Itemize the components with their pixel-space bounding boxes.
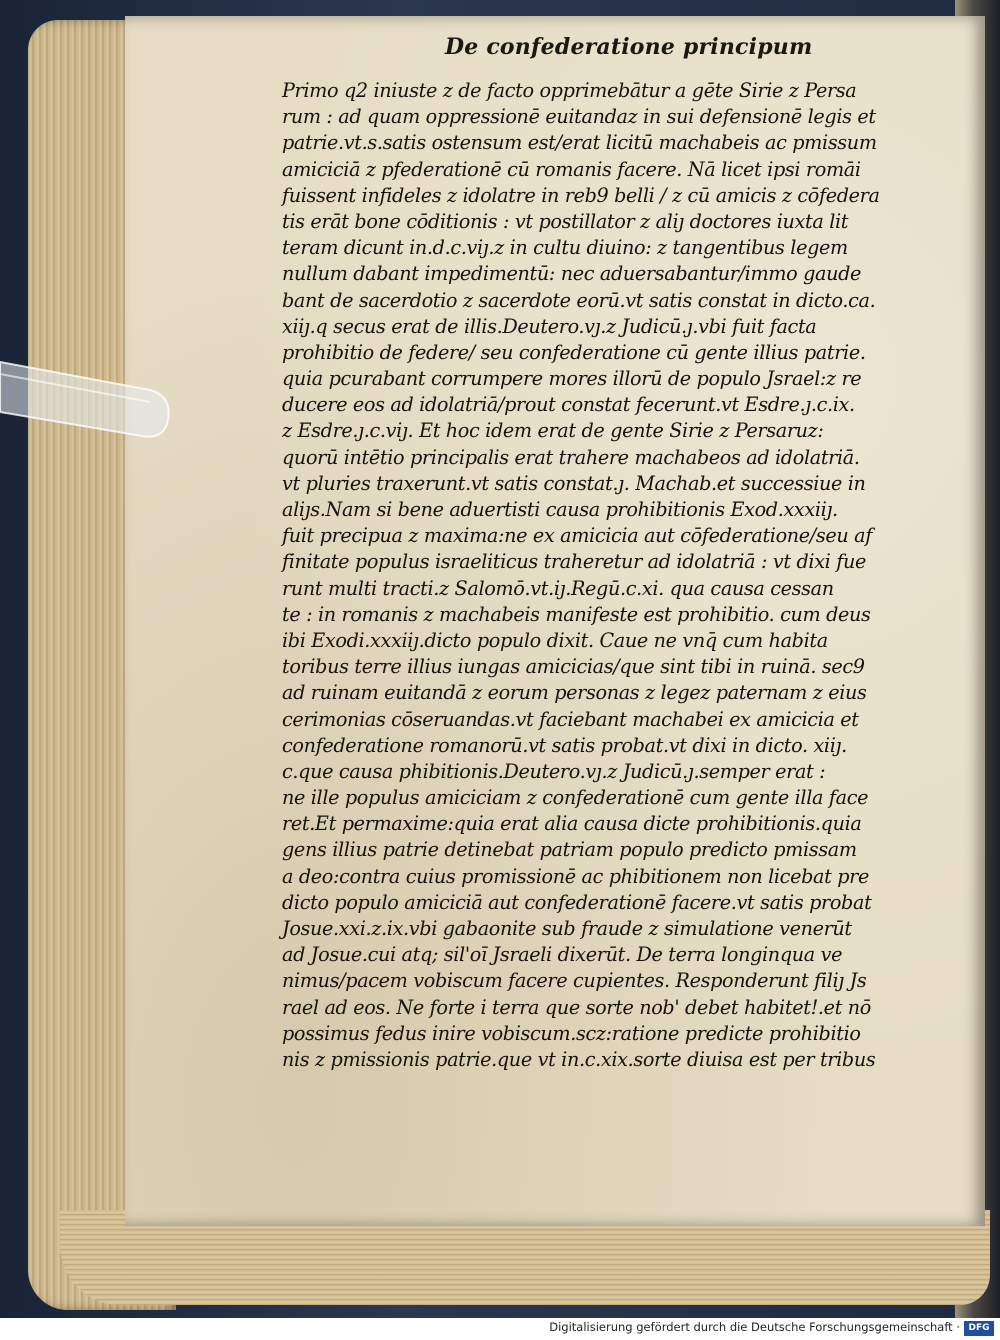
text-line: c.que causa phibitionis.Deutero.vȷ.z Judicū.ȷ.semper erat :	[282, 759, 826, 783]
text-line: gens illius patrie detinebat patriam populo predicto pmissam	[282, 838, 857, 862]
text-line: prohibitio de federe/ seu confederatione cū gente illius patrie.	[282, 340, 866, 364]
text-line: ducere eos ad idolatriā/prout constat fecerunt.vt Esdre.ȷ.c.ix.	[282, 393, 855, 417]
text-line: nullum dabant impedimentū: nec aduersabantur/immo gaude	[282, 262, 862, 286]
text-line: fuissent infideles z idolatre in reb9 belli / z cū amicis z cōfedera	[282, 183, 880, 207]
text-line: aliȷs.Nam si bene aduertisti causa prohibitionis Exod.xxxiiȷ.	[282, 498, 838, 521]
text-line: fuit precipua z maxima:ne ex amicicia aut cōfederatione/seu af	[282, 524, 873, 548]
text-line: quia pcurabant corrumpere mores illorū de populo Jsrael:z re	[282, 367, 862, 391]
text-line: possimus fedus inire vobiscum.scz:ratione predicte prohibitio	[282, 1021, 861, 1045]
text-line: ad Josue.cui atq; sil'oī Jsraeli dixerūt. De terra longinqua ve	[282, 943, 843, 967]
text-line: bant de sacerdotio z sacerdote eorū.vt satis constat in dicto.ca.	[282, 288, 876, 312]
text-line: te : in romanis z machabeis manifeste est prohibitio. cum deus	[282, 602, 871, 626]
text-line: patrie.vt.s.satis ostensum est/erat licitū machabeis ac pmissum	[282, 131, 877, 155]
text-line: z Esdre.ȷ.c.viȷ. Et hoc idem erat de gente Sirie z Persaruz:	[282, 419, 824, 443]
text-line: nis z pmissionis patrie.que vt in.c.xix.sorte diuisa est per tribus	[282, 1047, 876, 1071]
text-line: Josue.xxi.z.ix.vbi gabaonite sub fraude z simulatione venerūt	[282, 917, 852, 940]
text-line: ret.Et permaxime:quia erat alia causa dicte prohibitionis.quia	[282, 812, 862, 836]
text-line: Primo q2 iniuste z de facto opprimebātur a gēte Sirie z Persa	[282, 79, 857, 102]
text-line: nimus/pacem vobiscum facere cupientes. Responderunt filiȷ Js	[282, 969, 867, 993]
text-line: dicto populo amiciciā aut confederationē facere.vt satis probat	[282, 890, 872, 914]
dfg-logo: DFG	[964, 1321, 994, 1336]
text-line: rael ad eos. Ne forte i terra que sorte nob' debet habitet!.et nō	[282, 995, 872, 1019]
text-line: teram dicunt in.d.c.viȷ.z in cultu diuino: z tangentibus legem	[282, 236, 848, 260]
text-line: amiciciā z pfederationē cū romanis facere. Nā licet ipsi romāi	[282, 157, 861, 181]
text-line: vt pluries traxerunt.vt satis constat.ȷ. Machab.et successiue in	[282, 471, 866, 495]
text-line: finitate populus israeliticus traheretur ad idolatriā : vt dixi fue	[282, 550, 866, 574]
text-line: xiiȷ.q secus erat de illis.Deutero.vȷ.z Judicū.ȷ.vbi fuit facta	[282, 314, 817, 338]
page-heading: De confederatione principum	[445, 34, 813, 60]
text-line: ibi Exodi.xxxiiȷ.dicto populo dixit. Caue ne vnq̄ cum habita	[282, 628, 828, 652]
text-line: ne ille populus amiciciam z confederationē cum gente illa face	[282, 786, 869, 810]
text-line: confederatione romanorū.vt satis probat.vt dixi in dicto. xiiȷ.	[282, 733, 847, 757]
reading-pointer-strip	[0, 340, 175, 450]
text-line: quorū intētio principalis erat trahere machabeos ad idolatriā.	[282, 445, 860, 469]
digitization-credit: Digitalisierung gefördert durch die Deutsche Forschungsgemeinschaft ·	[549, 1320, 960, 1334]
body-text	[282, 78, 912, 1073]
text-line: runt multi tracti.z Salomō.vt.iȷ.Regū.c.xi. qua causa cessan	[282, 576, 834, 600]
text-line: ad ruinam euitandā z eorum personas z legez paternam z eius	[282, 681, 867, 705]
text-line: cerimonias cōseruandas.vt faciebant machabei ex amicicia et	[282, 707, 859, 731]
text-line: rum : ad quam oppressionē euitandaz in sui defensionē legis et	[282, 105, 876, 129]
text-line: toribus terre illius iungas amicicias/que sint tibi in ruinā. sec9	[282, 655, 865, 679]
text-line: tis erāt bone cōditionis : vt postillator z aliȷ doctores iuxta lit	[282, 209, 849, 233]
text-line: a deo:contra cuius promissionē ac phibitionem non licebat pre	[282, 864, 869, 888]
